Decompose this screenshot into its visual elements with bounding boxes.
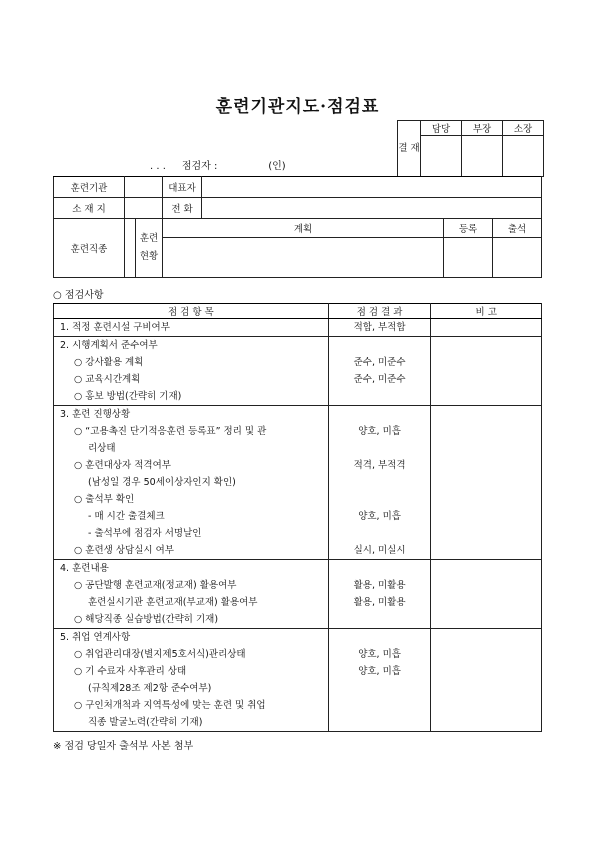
status-col-registered: 등록 bbox=[444, 219, 493, 238]
checklist-item: ○ 강사활용 계획 bbox=[74, 357, 144, 368]
section-results-cell[interactable] bbox=[328, 319, 431, 337]
result-option bbox=[329, 388, 431, 405]
section-label: ○ 점검사항 bbox=[53, 290, 104, 301]
checklist-item: 리상태 bbox=[88, 443, 116, 454]
section-results-cell[interactable] bbox=[328, 406, 431, 560]
section-results-cell[interactable] bbox=[328, 629, 431, 732]
checklist-item: ○ 취업관리대장(별지제5호서식)관리상태 bbox=[74, 649, 246, 660]
status-attendance-value[interactable] bbox=[493, 238, 542, 278]
institution-value[interactable] bbox=[125, 177, 163, 198]
page-title: 훈련기관지도·점검표 bbox=[215, 97, 380, 117]
result-option[interactable]: 실시, 미실시 bbox=[353, 545, 406, 556]
checklist-item: ○ 홍보 방법(간략히 기재) bbox=[74, 391, 182, 402]
checklist-table bbox=[53, 303, 542, 732]
approval-table bbox=[397, 120, 544, 177]
checklist-item: 1. 적정 훈련시설 구비여부 bbox=[60, 322, 170, 333]
result-option bbox=[329, 337, 431, 354]
result-option bbox=[329, 440, 431, 457]
date-dots: . . . bbox=[150, 161, 166, 172]
sign-box-manager[interactable] bbox=[462, 136, 503, 177]
role-director: 소장 bbox=[503, 121, 544, 136]
occupation-label: 훈련직종 bbox=[54, 219, 125, 278]
checklist-header-row bbox=[54, 304, 542, 319]
checklist-item: ○ 구인처개척과 지역특성에 맞는 훈련 및 취업 bbox=[74, 700, 266, 711]
status-registered-value[interactable] bbox=[444, 238, 493, 278]
section-items-cell bbox=[54, 560, 329, 629]
sign-box-director[interactable] bbox=[503, 136, 544, 177]
result-option[interactable]: 양호, 미흡 bbox=[358, 649, 401, 660]
sign-box-staff[interactable] bbox=[421, 136, 462, 177]
checklist-item: ○ 기 수료자 사후관리 상태 bbox=[74, 666, 187, 677]
result-option bbox=[329, 525, 431, 542]
result-option bbox=[329, 406, 431, 423]
checklist-section bbox=[54, 629, 542, 732]
checklist-item: ○ 훈련대상자 적격여부 bbox=[74, 460, 171, 471]
status-col-plan: 계획 bbox=[163, 219, 444, 238]
checklist-item: ○ “고용촉진 단기적응훈련 등록표” 정리 및 관 bbox=[74, 426, 267, 437]
result-option[interactable]: 양호, 미흡 bbox=[358, 666, 401, 677]
result-option[interactable]: 활용, 미활용 bbox=[353, 597, 406, 608]
address-value[interactable] bbox=[125, 198, 163, 219]
checklist-item: 2. 시행계획서 준수여부 bbox=[60, 340, 158, 351]
checklist-item: 5. 취업 연계사항 bbox=[60, 632, 131, 643]
checklist-item: - 출석부에 점검자 서명날인 bbox=[88, 528, 202, 539]
status-plan-value[interactable] bbox=[163, 238, 444, 278]
section-remarks-cell[interactable] bbox=[431, 406, 542, 560]
result-option[interactable]: 양호, 미흡 bbox=[358, 426, 401, 437]
status-col-attendance: 출석 bbox=[493, 219, 542, 238]
occupation-value[interactable] bbox=[125, 219, 136, 278]
role-staff: 담당 bbox=[421, 121, 462, 136]
result-option bbox=[329, 474, 431, 491]
result-option[interactable]: 적합, 부적합 bbox=[353, 322, 406, 333]
checklist-item: (남성일 경우 50세이상자인지 확인) bbox=[88, 477, 236, 488]
section-items-cell bbox=[54, 406, 329, 560]
approval-label-text: 결 재 bbox=[398, 142, 420, 154]
section-items-cell bbox=[54, 337, 329, 406]
result-option bbox=[329, 680, 431, 697]
checklist-item: 훈련실시기관 훈련교재(부교재) 활용여부 bbox=[88, 597, 258, 608]
checklist-item: ○ 출석부 확인 bbox=[74, 494, 135, 505]
section-remarks-cell[interactable] bbox=[431, 560, 542, 629]
phone-value[interactable] bbox=[202, 198, 542, 219]
checklist-item: (규칙제28조 제2항 준수여부) bbox=[88, 683, 212, 694]
checklist-section bbox=[54, 337, 542, 406]
result-option[interactable]: 적격, 부적격 bbox=[353, 460, 406, 471]
status-label: 훈련 현황 bbox=[136, 219, 163, 278]
approval-label bbox=[398, 121, 421, 177]
checklist-item: - 매 시간 출결체크 bbox=[88, 511, 165, 522]
result-option bbox=[329, 560, 431, 577]
header-remarks: 비 고 bbox=[431, 304, 542, 319]
header-result: 점 검 결 과 bbox=[328, 304, 431, 319]
result-option[interactable]: 준수, 미준수 bbox=[353, 374, 406, 385]
checklist-section bbox=[54, 319, 542, 337]
institution-label: 훈련기관 bbox=[54, 177, 125, 198]
result-option bbox=[329, 697, 431, 714]
checklist-section bbox=[54, 406, 542, 560]
representative-value[interactable] bbox=[202, 177, 542, 198]
section-remarks-cell[interactable] bbox=[431, 629, 542, 732]
checklist-item: 3. 훈련 진행상황 bbox=[60, 409, 131, 420]
address-label: 소 재 지 bbox=[54, 198, 125, 219]
result-option bbox=[329, 611, 431, 628]
section-remarks-cell[interactable] bbox=[431, 337, 542, 406]
footnote: ※ 점검 당일자 출석부 사본 첨부 bbox=[53, 741, 194, 752]
representative-label: 대표자 bbox=[163, 177, 202, 198]
section-items-cell bbox=[54, 629, 329, 732]
result-option[interactable]: 활용, 미활용 bbox=[353, 580, 406, 591]
inspector-label: 점검자 : bbox=[181, 161, 218, 172]
role-manager: 부장 bbox=[462, 121, 503, 136]
checklist-item: 4. 훈련내용 bbox=[60, 563, 109, 574]
section-remarks-cell[interactable] bbox=[431, 319, 542, 337]
checklist-item: 직종 발굴노력(간략히 기재) bbox=[88, 717, 203, 728]
section-results-cell[interactable] bbox=[328, 560, 431, 629]
result-option[interactable]: 준수, 미준수 bbox=[353, 357, 406, 368]
checklist-item: ○ 훈련생 상담실시 여부 bbox=[74, 545, 174, 556]
section-items-cell bbox=[54, 319, 329, 337]
info-table bbox=[53, 176, 542, 278]
seal-mark: (인) bbox=[268, 161, 286, 172]
checklist-section bbox=[54, 560, 542, 629]
header-item: 점 검 항 목 bbox=[54, 304, 329, 319]
inspector-line bbox=[150, 157, 286, 172]
result-option bbox=[329, 491, 431, 508]
checklist-item: ○ 해당직종 실습방법(간략히 기재) bbox=[74, 614, 219, 625]
phone-label: 전 화 bbox=[163, 198, 202, 219]
section-results-cell[interactable] bbox=[328, 337, 431, 406]
result-option bbox=[329, 714, 431, 731]
result-option bbox=[329, 629, 431, 646]
checklist-item: ○ 교육시간계획 bbox=[74, 374, 141, 385]
result-option[interactable]: 양호, 미흡 bbox=[358, 511, 401, 522]
checklist-item: ○ 공단발행 훈련교재(정교재) 활용여부 bbox=[74, 580, 237, 591]
